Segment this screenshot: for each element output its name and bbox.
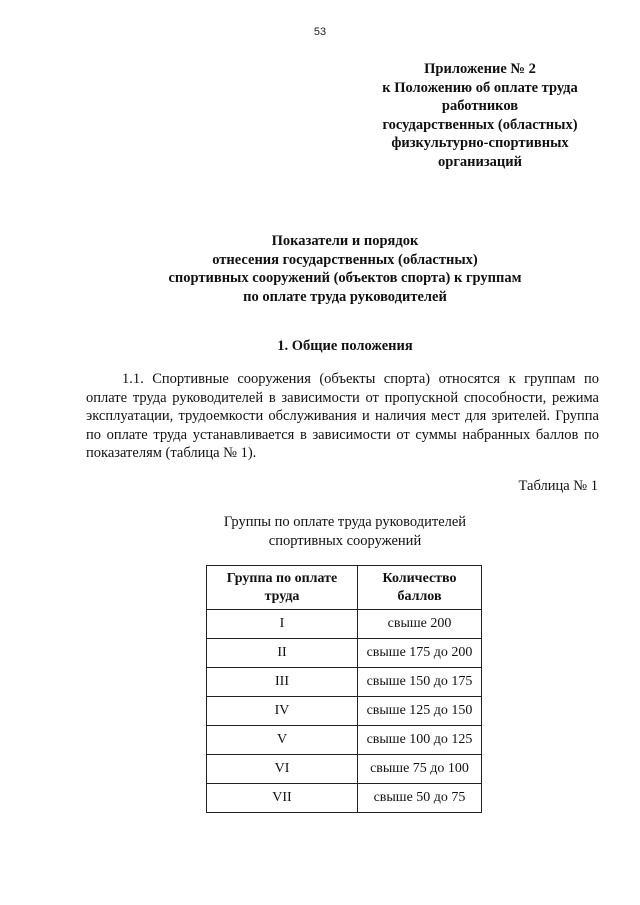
- group-cell: I: [207, 610, 358, 639]
- points-cell: свыше 75 до 100: [358, 755, 482, 784]
- table-row: [207, 639, 482, 668]
- title-line: спортивных сооружений (объектов спорта) к группам: [168, 270, 522, 286]
- table-row: [207, 697, 482, 726]
- appendix-line: физкультурно-спортивных: [391, 135, 569, 151]
- group-cell: III: [207, 668, 358, 697]
- page-number: 53: [313, 26, 327, 38]
- appendix-line: государственных (областных): [382, 116, 578, 133]
- appendix-line: работников: [441, 98, 519, 114]
- group-cell: IV: [207, 697, 358, 726]
- appendix-line: Приложение № 2: [424, 61, 536, 77]
- appendix-header: [360, 60, 600, 171]
- header-points: Количество баллов: [358, 566, 482, 610]
- points-cell: свыше 100 до 125: [358, 726, 482, 755]
- table-row: [207, 610, 482, 639]
- table-caption: [180, 513, 510, 550]
- points-cell: свыше 150 до 175: [358, 668, 482, 697]
- group-cell: V: [207, 726, 358, 755]
- table-row: [207, 755, 482, 784]
- appendix-line: организаций: [438, 153, 522, 170]
- document-title: [140, 232, 550, 306]
- group-cell: VII: [207, 784, 358, 813]
- table-row: [207, 784, 482, 813]
- body-paragraph: 1.1. Спортивные сооружения (объекты спорта) относятся к группам по оплате труда руководителей в зависимости от пропускной способности, режима эксплуатации, трудоемкости обслуживания и наличия мест для зрителей. Группа по оплате труда устанавливается в зависимости от суммы набранных баллов по показателям (таблица № 1).: [86, 371, 599, 462]
- title-line: отнесения государственных (областных): [212, 251, 478, 268]
- title-line: Показатели и порядок: [271, 233, 419, 249]
- group-cell: II: [207, 639, 358, 668]
- group-cell: VI: [207, 755, 358, 784]
- appendix-line: к Положению об оплате труда: [382, 79, 578, 96]
- points-cell: свыше 50 до 75: [358, 784, 482, 813]
- caption-line: Группы по оплате труда руководителей: [223, 514, 467, 530]
- table-label: Таблица № 1: [518, 478, 598, 494]
- table-row: [207, 726, 482, 755]
- points-cell: свыше 175 до 200: [358, 639, 482, 668]
- points-cell: свыше 125 до 150: [358, 697, 482, 726]
- section-heading: 1. Общие положения: [277, 338, 413, 354]
- title-line: по оплате труда руководителей: [243, 288, 447, 305]
- caption-line: спортивных сооружений: [268, 532, 422, 549]
- pay-groups-table: [206, 565, 482, 813]
- header-group: Группа по оплате труда: [207, 566, 358, 610]
- table-row: [207, 668, 482, 697]
- points-cell: свыше 200: [358, 610, 482, 639]
- table-header-row: [207, 566, 482, 610]
